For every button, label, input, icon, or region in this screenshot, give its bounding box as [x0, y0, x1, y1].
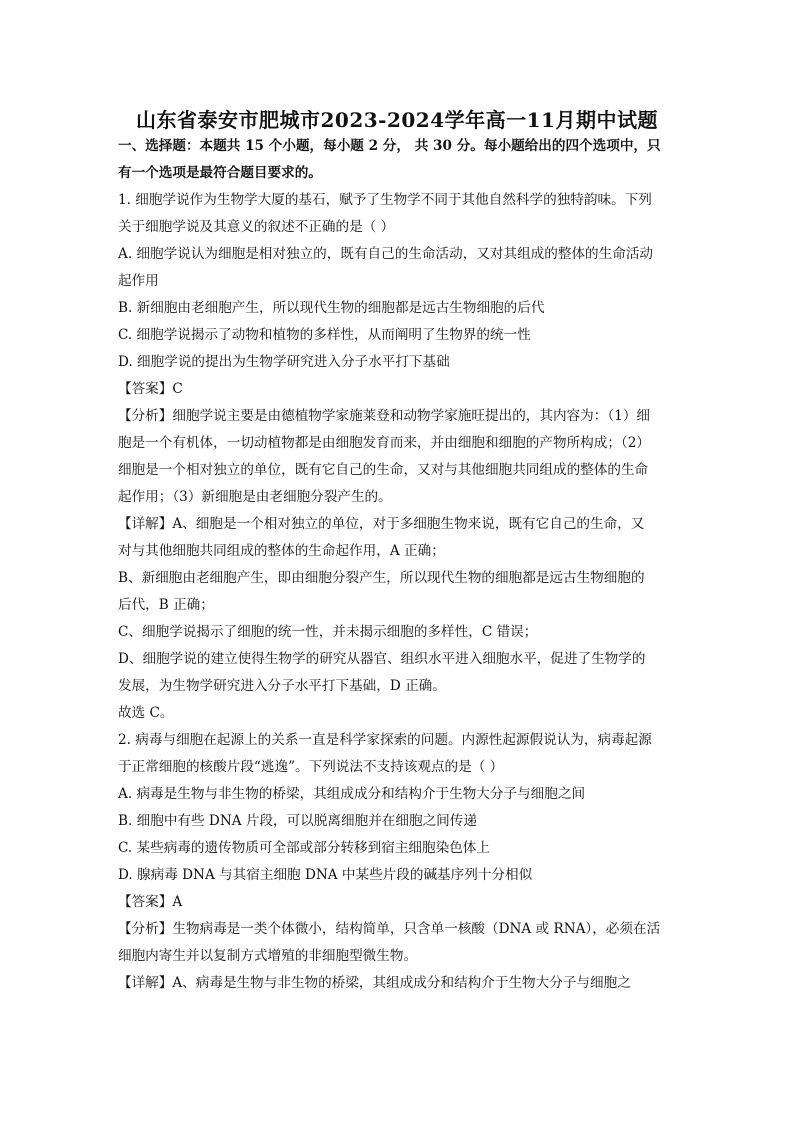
question-2-stem: 2. 病毒与细胞在起源上的关系一直是科学家探索的问题。内源性起源假说认为，病毒起源: [118, 732, 652, 748]
question-1-option-c: C. 细胞学说揭示了动物和植物的多样性，从而阐明了生物界的统一性: [118, 327, 531, 343]
question-1-stem: 1. 细胞学说作为生物学大厦的基石，赋予了生物学不同于其他自然科学的独特韵味。下列: [118, 192, 652, 208]
question-2-analysis: 细胞内寄生并以复制方式增殖的非细胞型微生物。: [118, 948, 418, 964]
question-1-analysis: 起作用；（3）新细胞是由老细胞分裂产生的。: [118, 489, 392, 505]
question-2-option-b: B. 细胞中有些 DNA 片段，可以脱离细胞并在细胞之间传递: [118, 813, 477, 829]
question-1-analysis: 【分析】细胞学说主要是由德植物学家施莱登和动物学家施旺提出的，其内容为：（1）细: [118, 408, 651, 424]
question-1-option-b: B. 新细胞由老细胞产生，所以现代生物的细胞都是远古生物细胞的后代: [118, 300, 545, 316]
question-2-option-c: C. 某些病毒的遗传物质可全部或部分转移到宿主细胞染色体上: [118, 840, 490, 856]
question-1-explanation: 后代，B 正确；: [118, 597, 214, 613]
question-1-explanation: 【详解】A、细胞是一个相对独立的单位，对于多细胞生物来说，既有它自己的生命，又: [118, 516, 645, 532]
question-1-conclusion: 故选 C。: [118, 705, 174, 721]
question-1-answer: 【答案】C: [118, 381, 183, 397]
question-2-analysis: 【分析】生物病毒是一类个体微小，结构简单，只含单一核酸（DNA 或 RNA），必须在活: [118, 921, 661, 937]
section-heading-line-2: 有一个选项是最符合题目要求的。: [118, 165, 322, 181]
question-1-explanation: 发展，为生物学研究进入分子水平打下基础，D 正确。: [118, 678, 446, 694]
question-1-stem: 关于细胞学说及其意义的叙述不正确的是（ ）: [118, 219, 395, 235]
question-1-explanation: B、新细胞由老细胞产生，即由细胞分裂产生，所以现代生物的细胞都是远古生物细胞的: [118, 570, 645, 586]
question-1-explanation: 对与其他细胞共同组成的整体的生命起作用，A 正确；: [118, 543, 445, 559]
section-heading-line-1: 一、选择题：本题共 15 个小题，每小题 2 分， 共 30 分。每小题给出的四个选项中，只: [118, 138, 661, 154]
question-2-answer: 【答案】A: [118, 894, 183, 910]
question-1-option-a: 起作用: [118, 273, 159, 289]
question-1-option-d: D. 细胞学说的提出为生物学研究进入分子水平打下基础: [118, 354, 450, 370]
question-2-option-a: A. 病毒是生物与非生物的桥梁，其组成成分和结构介于生物大分子与细胞之间: [118, 786, 586, 802]
question-1-analysis: 细胞是一个相对独立的单位，既有它自己的生命，又对与其他细胞共同组成的整体的生命: [118, 462, 649, 478]
page-title: 山东省泰安市肥城市2023-2024学年高一11月期中试题: [136, 108, 658, 132]
question-2-option-d: D. 腺病毒 DNA 与其宿主细胞 DNA 中某些片段的碱基序列十分相似: [118, 867, 533, 883]
question-2-stem: 于正常细胞的核酸片段“逃逸”。下列说法不支持该观点的是（ ）: [118, 759, 504, 775]
question-1-option-a: A. 细胞学说认为细胞是相对独立的，既有自己的生命活动，又对其组成的整体的生命活动: [118, 246, 654, 262]
question-2-explanation: 【详解】A、病毒是生物与非生物的桥梁，其组成成分和结构介于生物大分子与细胞之: [118, 975, 631, 991]
question-1-analysis: 胞是一个有机体，一切动植物都是由细胞发育而来，并由细胞和细胞的产物所构成；（2）: [118, 435, 651, 451]
question-1-explanation: D、细胞学说的建立使得生物学的研究从器官、组织水平进入细胞水平，促进了生物学的: [118, 651, 646, 667]
question-1-explanation: C、细胞学说揭示了细胞的统一性，并未揭示细胞的多样性，C 错误；: [118, 624, 538, 640]
